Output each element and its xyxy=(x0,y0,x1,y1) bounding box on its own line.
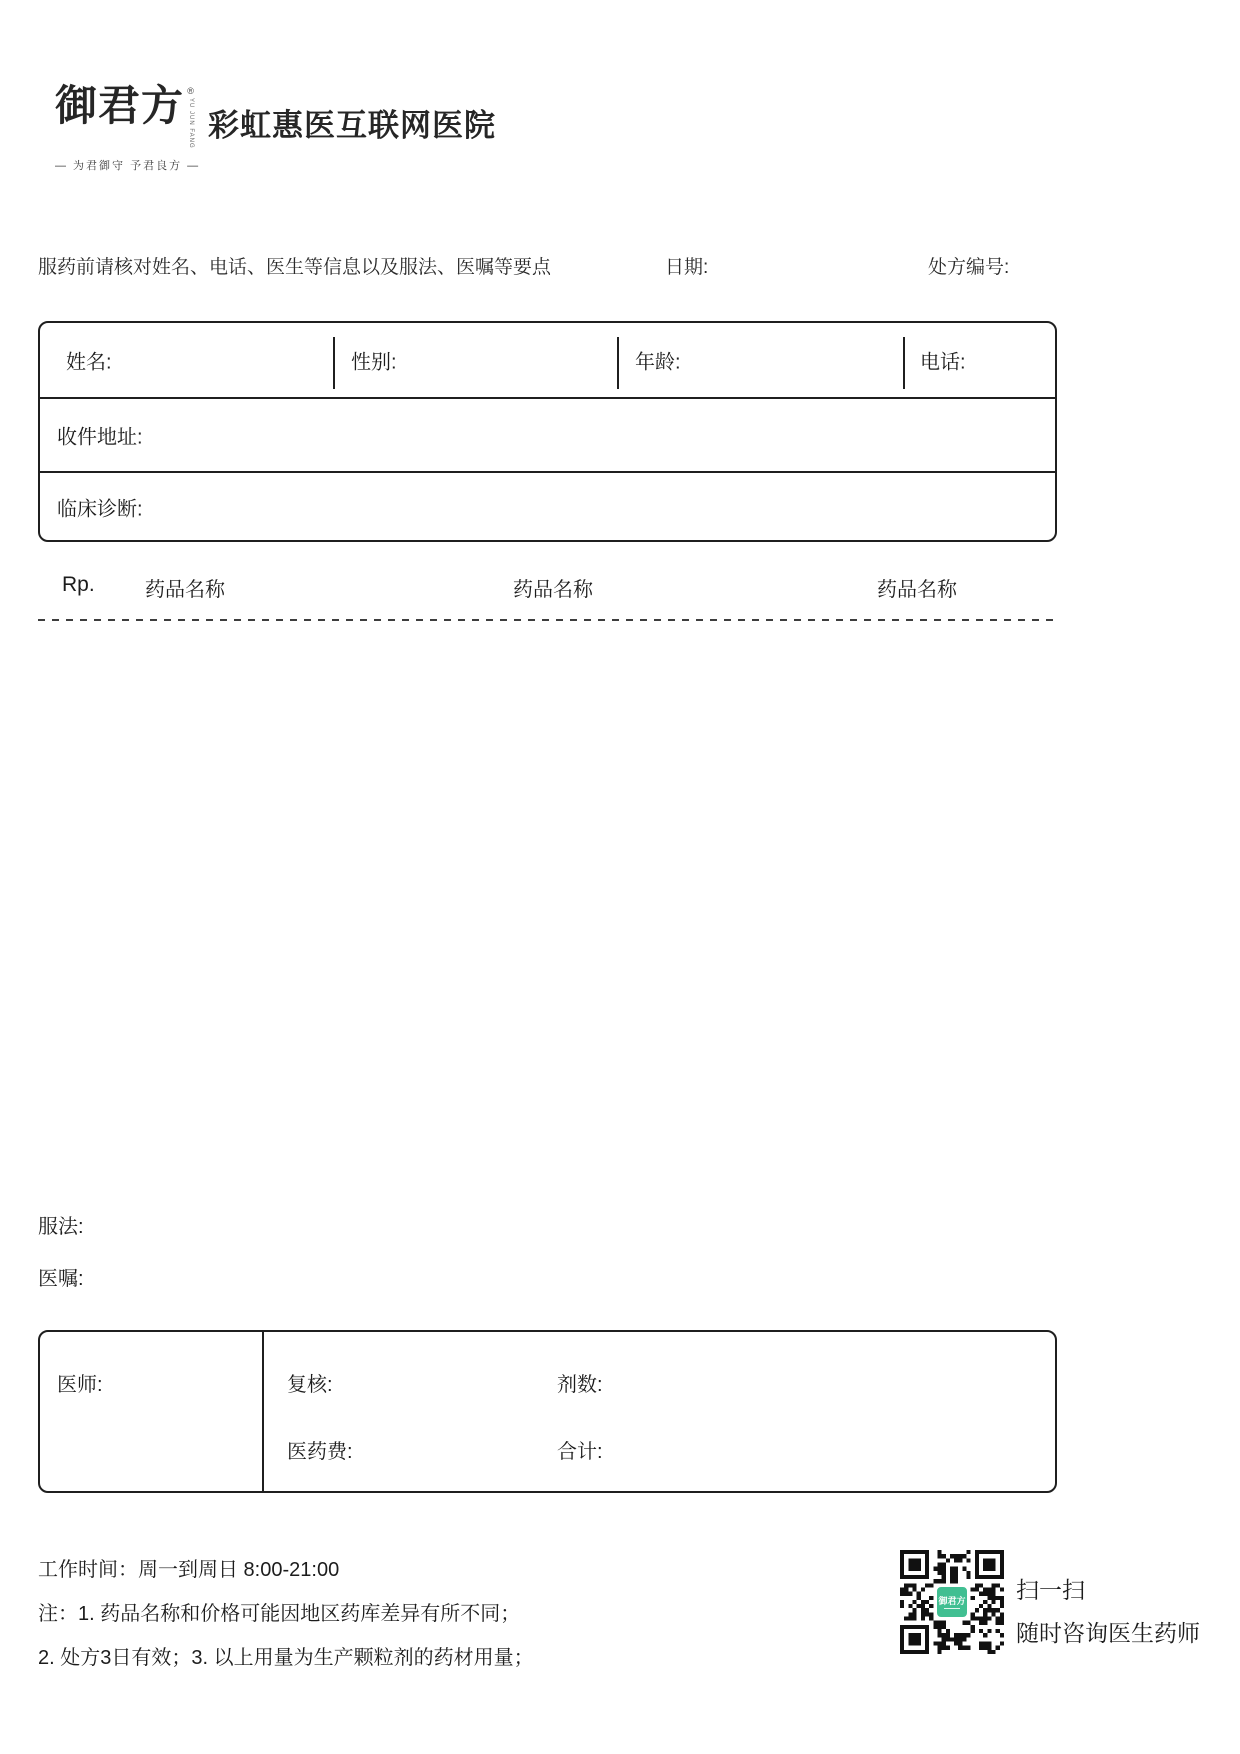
brand-tagline: — 为君御守 予君良方 — xyxy=(55,159,201,172)
usage-label: 服法: xyxy=(38,1216,84,1238)
patient-row-address xyxy=(40,399,1055,473)
dose-count-label: 剂数: xyxy=(557,1374,603,1396)
brand-logo xyxy=(55,84,201,173)
signoff-box xyxy=(38,1330,1057,1493)
note-line-2: 2. 处方3日有效；3. 以上用量为生产颗粒剂的药材用量； xyxy=(38,1647,534,1669)
scan-subtitle: 随时咨询医生药师 xyxy=(1016,1620,1200,1646)
medicine-name-column-header: 药品名称 xyxy=(145,579,225,601)
registered-trademark-icon: ® xyxy=(187,86,194,96)
brand-logo-pinyin: YU JUN FANG xyxy=(188,98,195,149)
scan-label: 扫一扫 xyxy=(1016,1577,1085,1603)
diagnosis-label: 临床诊断: xyxy=(57,498,143,520)
address-label: 收件地址: xyxy=(57,426,143,449)
rx-number-label: 处方编号: xyxy=(928,257,1010,278)
rp-header-row xyxy=(38,573,1057,601)
rp-label: Rp. xyxy=(62,573,95,596)
age-label: 年龄: xyxy=(635,351,681,374)
qr-center-logo xyxy=(935,1585,969,1619)
doctor-label: 医师: xyxy=(57,1374,103,1396)
phone-label: 电话: xyxy=(920,351,966,374)
gender-label: 性别: xyxy=(351,351,397,374)
qr-code xyxy=(900,1550,1004,1654)
review-label: 复核: xyxy=(287,1374,333,1396)
column-divider xyxy=(903,337,905,389)
date-label: 日期: xyxy=(665,257,709,278)
doctor-advice-label: 医嘱: xyxy=(38,1268,84,1290)
patient-info-box xyxy=(38,321,1057,542)
qr-center-logo-text: 御君方 xyxy=(938,1595,966,1606)
precheck-notice: 服药前请核对姓名、电话、医生等信息以及服法、医嘱等要点 xyxy=(38,257,552,278)
medicine-name-column-header: 药品名称 xyxy=(877,579,957,601)
page-title: 彩虹惠医互联网医院 xyxy=(208,108,496,143)
column-divider xyxy=(617,337,619,389)
name-label: 姓名: xyxy=(66,351,112,374)
brand-logo-text: 御君方 xyxy=(55,84,185,130)
work-hours-text: 工作时间：周一到周日 8:00-21:00 xyxy=(38,1559,340,1581)
total-label: 合计: xyxy=(557,1441,603,1463)
patient-row-diagnosis xyxy=(40,473,1055,540)
patient-row-basic xyxy=(40,323,1055,399)
medical-fee-label: 医药费: xyxy=(287,1441,353,1463)
note-line-1: 注：1. 药品名称和价格可能因地区药库差异有所不同； xyxy=(38,1603,521,1625)
qr-center-logo-underline xyxy=(944,1608,960,1609)
cell-divider xyxy=(262,1332,264,1491)
medicine-name-column-header: 药品名称 xyxy=(513,579,593,601)
dashed-separator xyxy=(38,619,1057,621)
column-divider xyxy=(333,337,335,389)
